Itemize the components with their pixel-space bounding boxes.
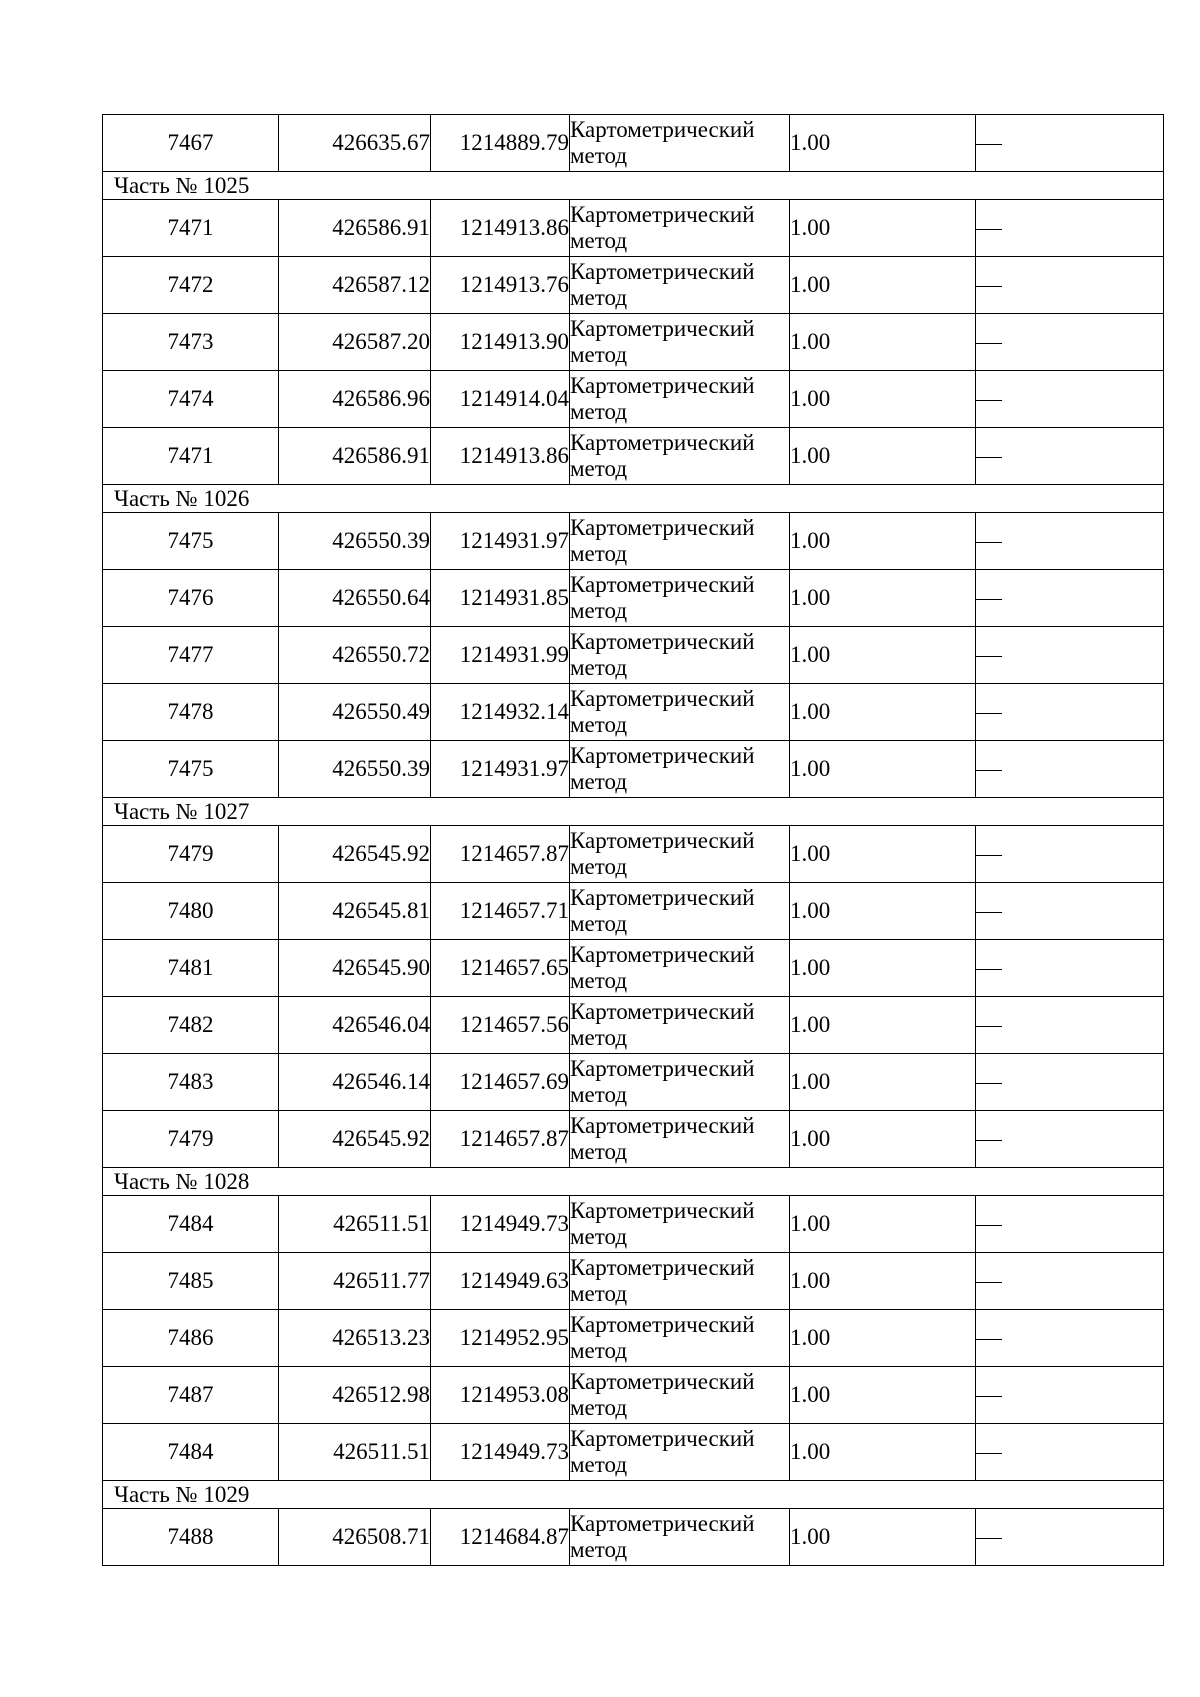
x-coordinate-cell: 426550.49 <box>279 684 431 741</box>
x-coordinate-cell: 426587.20 <box>279 314 431 371</box>
description-value <box>1002 1126 1003 1127</box>
method-cell <box>570 684 790 741</box>
accuracy-cell: 1.00 <box>790 940 976 997</box>
part-header-row <box>103 172 1164 200</box>
part-header-row <box>103 1481 1164 1509</box>
part-label: Часть № 1028 <box>103 1168 1164 1196</box>
description-cell <box>976 1196 1164 1253</box>
y-coordinate-cell: 1214684.87 <box>431 1509 570 1566</box>
description-value <box>1002 841 1003 842</box>
accuracy-cell: 1.00 <box>790 826 976 883</box>
dash-placeholder <box>976 1083 1002 1084</box>
method-line-1: Картометрический <box>570 885 755 910</box>
dash-placeholder <box>976 912 1002 913</box>
accuracy-cell: 1.00 <box>790 115 976 172</box>
method-cell <box>570 1196 790 1253</box>
x-coordinate-cell: 426550.39 <box>279 513 431 570</box>
dash-placeholder <box>976 457 1002 458</box>
dash-placeholder <box>976 1339 1002 1340</box>
method-cell <box>570 826 790 883</box>
part-label: Часть № 1029 <box>103 1481 1164 1509</box>
table-row <box>103 200 1164 257</box>
description-cell <box>976 428 1164 485</box>
description-value <box>1002 756 1003 757</box>
description-value <box>1002 1439 1003 1440</box>
method-line-1: Картометрический <box>570 999 755 1024</box>
method-line-2: метод <box>570 1338 628 1363</box>
dash-placeholder <box>976 1396 1002 1397</box>
method-line-1: Картометрический <box>570 1198 755 1223</box>
method-cell <box>570 940 790 997</box>
method-cell <box>570 115 790 172</box>
description-value <box>1002 898 1003 899</box>
method-cell <box>570 627 790 684</box>
table-row <box>103 428 1164 485</box>
method-line-1: Картометрический <box>570 1113 755 1138</box>
method-cell <box>570 570 790 627</box>
table-row <box>103 627 1164 684</box>
method-line-2: метод <box>570 655 628 680</box>
x-coordinate-cell: 426545.92 <box>279 826 431 883</box>
y-coordinate-cell: 1214657.56 <box>431 997 570 1054</box>
method-line-1: Картометрический <box>570 1255 755 1280</box>
x-coordinate-cell: 426550.72 <box>279 627 431 684</box>
dash-placeholder <box>976 1282 1002 1283</box>
dash-placeholder <box>976 542 1002 543</box>
y-coordinate-cell: 1214953.08 <box>431 1367 570 1424</box>
x-coordinate-cell: 426586.91 <box>279 200 431 257</box>
x-coordinate-cell: 426511.77 <box>279 1253 431 1310</box>
y-coordinate-cell: 1214931.85 <box>431 570 570 627</box>
description-value <box>1002 329 1003 330</box>
method-line-2: метод <box>570 285 628 310</box>
accuracy-cell: 1.00 <box>790 883 976 940</box>
description-value <box>1002 1382 1003 1383</box>
dash-placeholder <box>976 656 1002 657</box>
description-value <box>1002 528 1003 529</box>
x-coordinate-cell: 426586.96 <box>279 371 431 428</box>
x-coordinate-cell: 426635.67 <box>279 115 431 172</box>
method-line-1: Картометрический <box>570 430 755 455</box>
point-number-cell: 7472 <box>103 257 279 314</box>
coordinates-table-body <box>103 115 1164 1566</box>
method-cell <box>570 314 790 371</box>
description-value <box>1002 642 1003 643</box>
dash-placeholder <box>976 1026 1002 1027</box>
method-line-2: метод <box>570 541 628 566</box>
table-row <box>103 997 1164 1054</box>
dash-placeholder <box>976 713 1002 714</box>
dash-placeholder <box>976 1140 1002 1141</box>
table-row <box>103 314 1164 371</box>
dash-placeholder <box>976 770 1002 771</box>
accuracy-cell: 1.00 <box>790 1367 976 1424</box>
method-line-1: Картометрический <box>570 828 755 853</box>
method-line-1: Картометрический <box>570 942 755 967</box>
method-line-2: метод <box>570 1537 628 1562</box>
y-coordinate-cell: 1214913.86 <box>431 428 570 485</box>
description-value <box>1002 1069 1003 1070</box>
y-coordinate-cell: 1214914.04 <box>431 371 570 428</box>
dash-placeholder <box>976 343 1002 344</box>
y-coordinate-cell: 1214931.99 <box>431 627 570 684</box>
y-coordinate-cell: 1214657.65 <box>431 940 570 997</box>
point-number-cell: 7471 <box>103 200 279 257</box>
table-row <box>103 1253 1164 1310</box>
point-number-cell: 7478 <box>103 684 279 741</box>
dash-placeholder <box>976 599 1002 600</box>
method-line-1: Картометрический <box>570 515 755 540</box>
accuracy-cell: 1.00 <box>790 684 976 741</box>
y-coordinate-cell: 1214913.76 <box>431 257 570 314</box>
dash-placeholder <box>976 1538 1002 1539</box>
point-number-cell: 7480 <box>103 883 279 940</box>
point-number-cell: 7481 <box>103 940 279 997</box>
y-coordinate-cell: 1214931.97 <box>431 741 570 798</box>
description-cell <box>976 1253 1164 1310</box>
table-row <box>103 1310 1164 1367</box>
point-number-cell: 7471 <box>103 428 279 485</box>
description-value <box>1002 699 1003 700</box>
y-coordinate-cell: 1214949.73 <box>431 1424 570 1481</box>
method-cell <box>570 371 790 428</box>
method-line-1: Картометрический <box>570 1511 755 1536</box>
description-cell <box>976 1367 1164 1424</box>
y-coordinate-cell: 1214932.14 <box>431 684 570 741</box>
table-row <box>103 940 1164 997</box>
method-cell <box>570 1111 790 1168</box>
description-cell <box>976 997 1164 1054</box>
method-line-2: метод <box>570 911 628 936</box>
description-value <box>1002 130 1003 131</box>
x-coordinate-cell: 426545.92 <box>279 1111 431 1168</box>
method-line-1: Картометрический <box>570 686 755 711</box>
method-cell <box>570 741 790 798</box>
method-line-1: Картометрический <box>570 1056 755 1081</box>
method-line-2: метод <box>570 769 628 794</box>
table-row <box>103 1367 1164 1424</box>
table-row <box>103 741 1164 798</box>
dash-placeholder <box>976 286 1002 287</box>
point-number-cell: 7473 <box>103 314 279 371</box>
y-coordinate-cell: 1214657.69 <box>431 1054 570 1111</box>
description-cell <box>976 200 1164 257</box>
x-coordinate-cell: 426511.51 <box>279 1196 431 1253</box>
method-cell <box>570 1253 790 1310</box>
x-coordinate-cell: 426550.64 <box>279 570 431 627</box>
accuracy-cell: 1.00 <box>790 570 976 627</box>
x-coordinate-cell: 426546.04 <box>279 997 431 1054</box>
description-cell <box>976 627 1164 684</box>
description-cell <box>976 1509 1164 1566</box>
method-line-2: метод <box>570 399 628 424</box>
method-cell <box>570 200 790 257</box>
y-coordinate-cell: 1214949.63 <box>431 1253 570 1310</box>
accuracy-cell: 1.00 <box>790 1509 976 1566</box>
point-number-cell: 7475 <box>103 513 279 570</box>
part-label: Часть № 1027 <box>103 798 1164 826</box>
x-coordinate-cell: 426545.81 <box>279 883 431 940</box>
description-cell <box>976 684 1164 741</box>
method-cell <box>570 1367 790 1424</box>
part-label: Часть № 1026 <box>103 485 1164 513</box>
description-value <box>1002 1325 1003 1326</box>
description-value <box>1002 1012 1003 1013</box>
point-number-cell: 7486 <box>103 1310 279 1367</box>
method-line-1: Картометрический <box>570 743 755 768</box>
point-number-cell: 7483 <box>103 1054 279 1111</box>
method-cell <box>570 1424 790 1481</box>
method-line-1: Картометрический <box>570 202 755 227</box>
description-cell <box>976 257 1164 314</box>
method-cell <box>570 513 790 570</box>
accuracy-cell: 1.00 <box>790 257 976 314</box>
dash-placeholder <box>976 400 1002 401</box>
accuracy-cell: 1.00 <box>790 200 976 257</box>
description-cell <box>976 1111 1164 1168</box>
description-value <box>1002 272 1003 273</box>
point-number-cell: 7482 <box>103 997 279 1054</box>
method-line-1: Картометрический <box>570 373 755 398</box>
table-row <box>103 371 1164 428</box>
point-number-cell: 7477 <box>103 627 279 684</box>
method-line-1: Картометрический <box>570 1312 755 1337</box>
x-coordinate-cell: 426546.14 <box>279 1054 431 1111</box>
part-header-row <box>103 1168 1164 1196</box>
table-row <box>103 684 1164 741</box>
accuracy-cell: 1.00 <box>790 997 976 1054</box>
accuracy-cell: 1.00 <box>790 1111 976 1168</box>
point-number-cell: 7485 <box>103 1253 279 1310</box>
accuracy-cell: 1.00 <box>790 741 976 798</box>
method-line-1: Картометрический <box>570 316 755 341</box>
y-coordinate-cell: 1214657.71 <box>431 883 570 940</box>
method-line-1: Картометрический <box>570 117 755 142</box>
x-coordinate-cell: 426511.51 <box>279 1424 431 1481</box>
description-value <box>1002 215 1003 216</box>
y-coordinate-cell: 1214657.87 <box>431 826 570 883</box>
accuracy-cell: 1.00 <box>790 1253 976 1310</box>
dash-placeholder <box>976 1225 1002 1226</box>
method-line-2: метод <box>570 1281 628 1306</box>
accuracy-cell: 1.00 <box>790 1310 976 1367</box>
dash-placeholder <box>976 855 1002 856</box>
method-line-2: метод <box>570 1224 628 1249</box>
part-header-row <box>103 485 1164 513</box>
point-number-cell: 7474 <box>103 371 279 428</box>
description-cell <box>976 371 1164 428</box>
accuracy-cell: 1.00 <box>790 1424 976 1481</box>
method-cell <box>570 428 790 485</box>
description-cell <box>976 1054 1164 1111</box>
description-cell <box>976 570 1164 627</box>
point-number-cell: 7479 <box>103 826 279 883</box>
description-cell <box>976 883 1164 940</box>
description-cell <box>976 741 1164 798</box>
table-row <box>103 1196 1164 1253</box>
method-line-2: метод <box>570 854 628 879</box>
description-cell <box>976 513 1164 570</box>
x-coordinate-cell: 426508.71 <box>279 1509 431 1566</box>
description-value <box>1002 585 1003 586</box>
accuracy-cell: 1.00 <box>790 627 976 684</box>
description-value <box>1002 1524 1003 1525</box>
part-label: Часть № 1025 <box>103 172 1164 200</box>
y-coordinate-cell: 1214657.87 <box>431 1111 570 1168</box>
method-line-2: метод <box>570 1025 628 1050</box>
method-line-2: метод <box>570 598 628 623</box>
table-row <box>103 1054 1164 1111</box>
method-line-2: метод <box>570 1452 628 1477</box>
table-row <box>103 1424 1164 1481</box>
y-coordinate-cell: 1214931.97 <box>431 513 570 570</box>
x-coordinate-cell: 426545.90 <box>279 940 431 997</box>
description-value <box>1002 1211 1003 1212</box>
method-line-2: метод <box>570 456 628 481</box>
point-number-cell: 7467 <box>103 115 279 172</box>
description-value <box>1002 386 1003 387</box>
dash-placeholder <box>976 1453 1002 1454</box>
x-coordinate-cell: 426513.23 <box>279 1310 431 1367</box>
y-coordinate-cell: 1214889.79 <box>431 115 570 172</box>
dash-placeholder <box>976 969 1002 970</box>
method-cell <box>570 1054 790 1111</box>
table-row <box>103 115 1164 172</box>
y-coordinate-cell: 1214913.86 <box>431 200 570 257</box>
table-row <box>103 1111 1164 1168</box>
description-cell <box>976 1310 1164 1367</box>
description-value <box>1002 1268 1003 1269</box>
description-cell <box>976 115 1164 172</box>
point-number-cell: 7479 <box>103 1111 279 1168</box>
description-cell <box>976 826 1164 883</box>
method-line-2: метод <box>570 1139 628 1164</box>
method-cell <box>570 997 790 1054</box>
point-number-cell: 7484 <box>103 1196 279 1253</box>
description-value <box>1002 443 1003 444</box>
x-coordinate-cell: 426587.12 <box>279 257 431 314</box>
x-coordinate-cell: 426550.39 <box>279 741 431 798</box>
dash-placeholder <box>976 229 1002 230</box>
x-coordinate-cell: 426512.98 <box>279 1367 431 1424</box>
point-number-cell: 7476 <box>103 570 279 627</box>
point-number-cell: 7475 <box>103 741 279 798</box>
method-line-1: Картометрический <box>570 572 755 597</box>
y-coordinate-cell: 1214952.95 <box>431 1310 570 1367</box>
method-line-2: метод <box>570 1395 628 1420</box>
point-number-cell: 7484 <box>103 1424 279 1481</box>
accuracy-cell: 1.00 <box>790 1054 976 1111</box>
point-number-cell: 7487 <box>103 1367 279 1424</box>
accuracy-cell: 1.00 <box>790 314 976 371</box>
table-row <box>103 883 1164 940</box>
method-line-1: Картометрический <box>570 259 755 284</box>
dash-placeholder <box>976 144 1002 145</box>
table-row <box>103 1509 1164 1566</box>
point-number-cell: 7488 <box>103 1509 279 1566</box>
table-row <box>103 257 1164 314</box>
coordinates-table <box>102 114 1164 1566</box>
method-cell <box>570 1310 790 1367</box>
method-cell <box>570 883 790 940</box>
method-line-2: метод <box>570 712 628 737</box>
method-cell <box>570 1509 790 1566</box>
table-row <box>103 826 1164 883</box>
method-cell <box>570 257 790 314</box>
method-line-2: метод <box>570 968 628 993</box>
accuracy-cell: 1.00 <box>790 428 976 485</box>
method-line-2: метод <box>570 143 628 168</box>
method-line-2: метод <box>570 228 628 253</box>
description-cell <box>976 314 1164 371</box>
description-value <box>1002 955 1003 956</box>
method-line-2: метод <box>570 1082 628 1107</box>
accuracy-cell: 1.00 <box>790 371 976 428</box>
description-cell <box>976 1424 1164 1481</box>
x-coordinate-cell: 426586.91 <box>279 428 431 485</box>
method-line-1: Картометрический <box>570 1426 755 1451</box>
y-coordinate-cell: 1214913.90 <box>431 314 570 371</box>
method-line-1: Картометрический <box>570 629 755 654</box>
accuracy-cell: 1.00 <box>790 1196 976 1253</box>
description-cell <box>976 940 1164 997</box>
method-line-1: Картометрический <box>570 1369 755 1394</box>
table-row <box>103 570 1164 627</box>
accuracy-cell: 1.00 <box>790 513 976 570</box>
table-row <box>103 513 1164 570</box>
part-header-row <box>103 798 1164 826</box>
y-coordinate-cell: 1214949.73 <box>431 1196 570 1253</box>
method-line-2: метод <box>570 342 628 367</box>
